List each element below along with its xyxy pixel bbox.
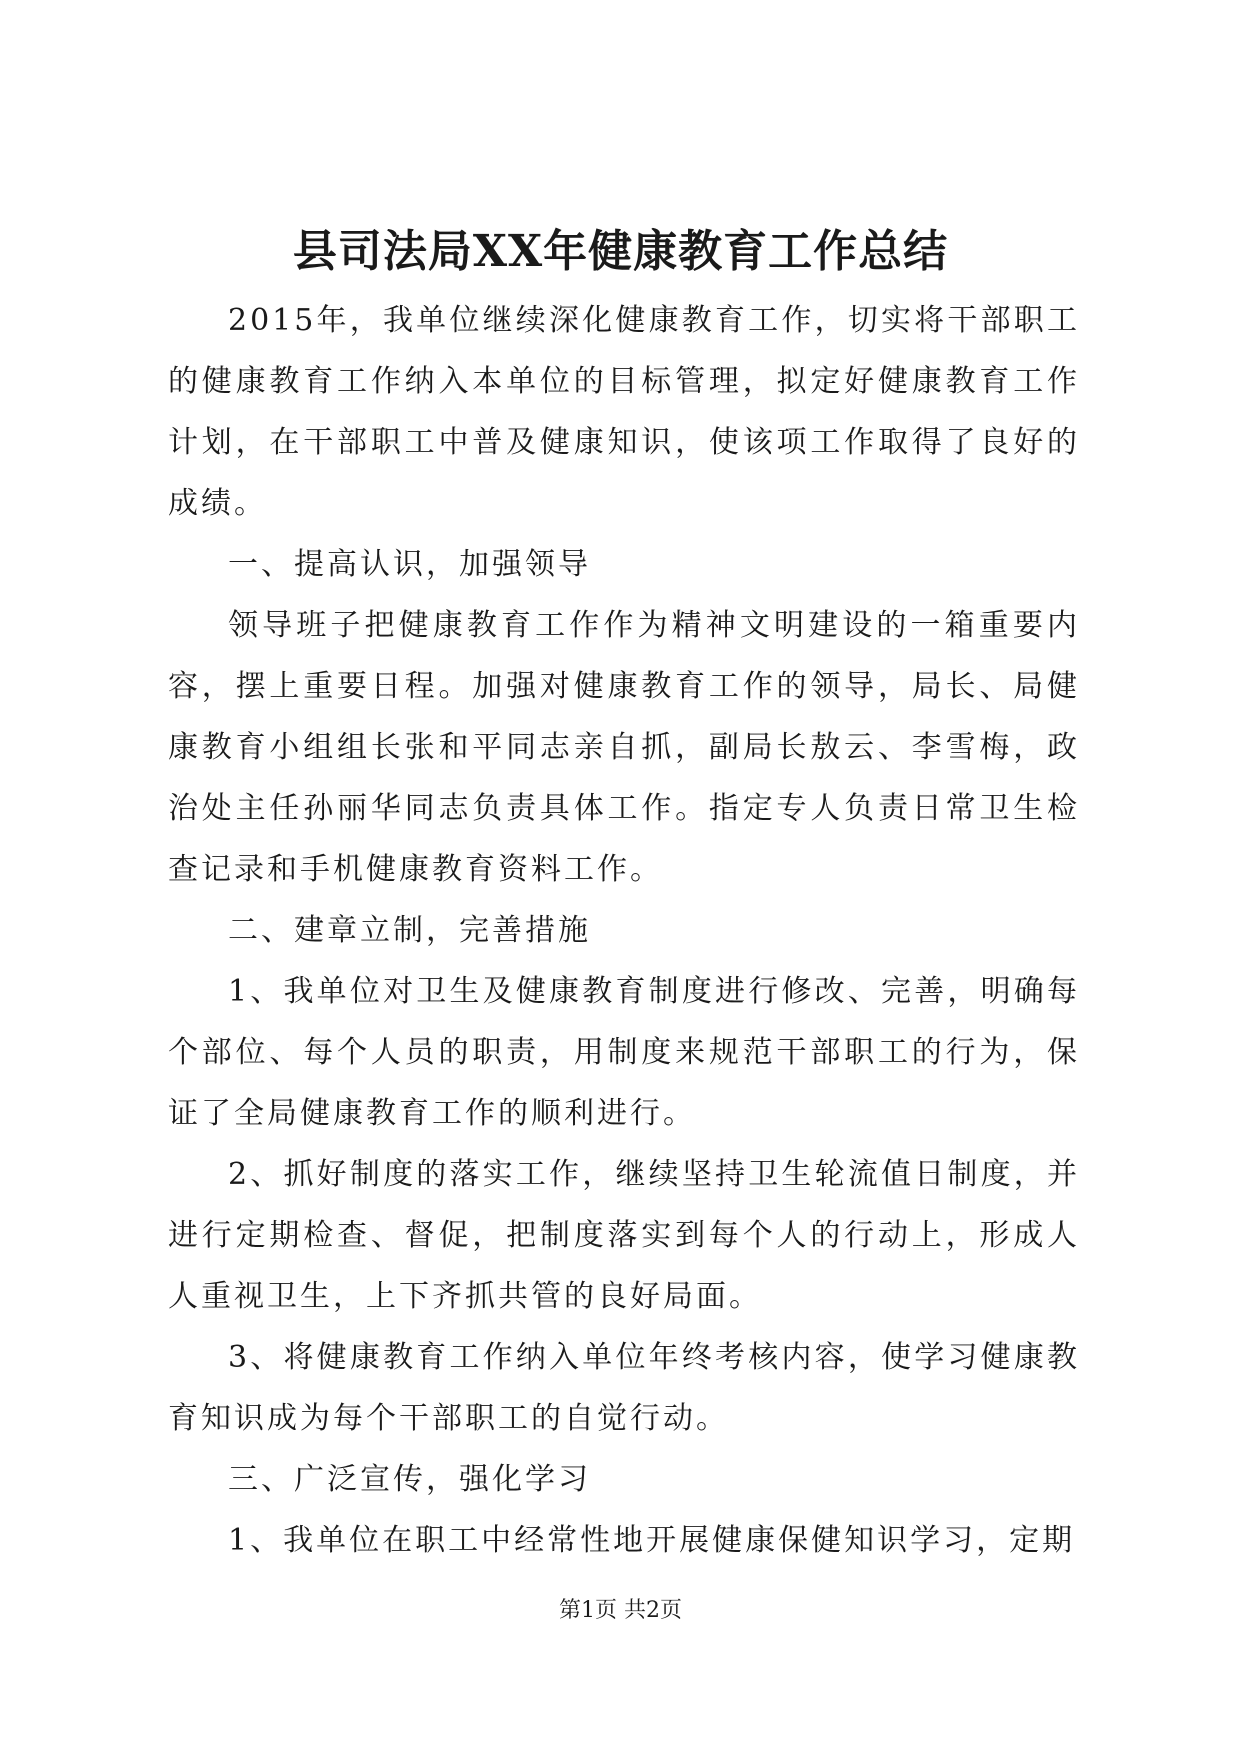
paragraph-item-2: 2、抓好制度的落实工作，继续坚持卫生轮流值日制度，并进行定期检查、督促，把制度落实到每个人的行动上，形成人人重视卫生，上下齐抓共管的良好局面。 (168, 1157, 1080, 1314)
paragraph-intro: 2015年，我单位继续深化健康教育工作，切实将干部职工的健康教育工作纳入本单位的目标管理，拟定好健康教育工作计划，在干部职工中普及健康知识，使该项工作取得了良好的成绩。 (168, 303, 1080, 521)
page-number-footer: 第1页 共2页 (559, 1598, 682, 1623)
section-heading-1: 一、提高认识，加强领导 (228, 547, 591, 582)
document-title: 县司法局XX年健康教育工作总结 (292, 226, 949, 277)
section-heading-2: 二、建章立制，完善措施 (228, 913, 591, 948)
document-body (168, 290, 1080, 1571)
paragraph-study-1: 1、我单位在职工中经常性地开展健康保健知识学习，定期 (228, 1523, 1076, 1558)
paragraph-leadership: 领导班子把健康教育工作作为精神文明建设的一箱重要内容，摆上重要日程。加强对健康教育工作的领导，局长、局健康教育小组组长张和平同志亲自抓，副局长敖云、李雪梅，政治处主任孙丽华同志负责具体工作。指定专人负责日常卫生检查记录和手机健康教育资料工作。 (168, 608, 1080, 887)
paragraph-item-1: 1、我单位对卫生及健康教育制度进行修改、完善，明确每个部位、每个人员的职责，用制度来规范干部职工的行为，保证了全局健康教育工作的顺利进行。 (168, 974, 1080, 1131)
section-heading-3: 三、广泛宣传，强化学习 (228, 1462, 591, 1497)
paragraph-item-3: 3、将健康教育工作纳入单位年终考核内容，使学习健康教育知识成为每个干部职工的自觉行动。 (168, 1340, 1080, 1436)
